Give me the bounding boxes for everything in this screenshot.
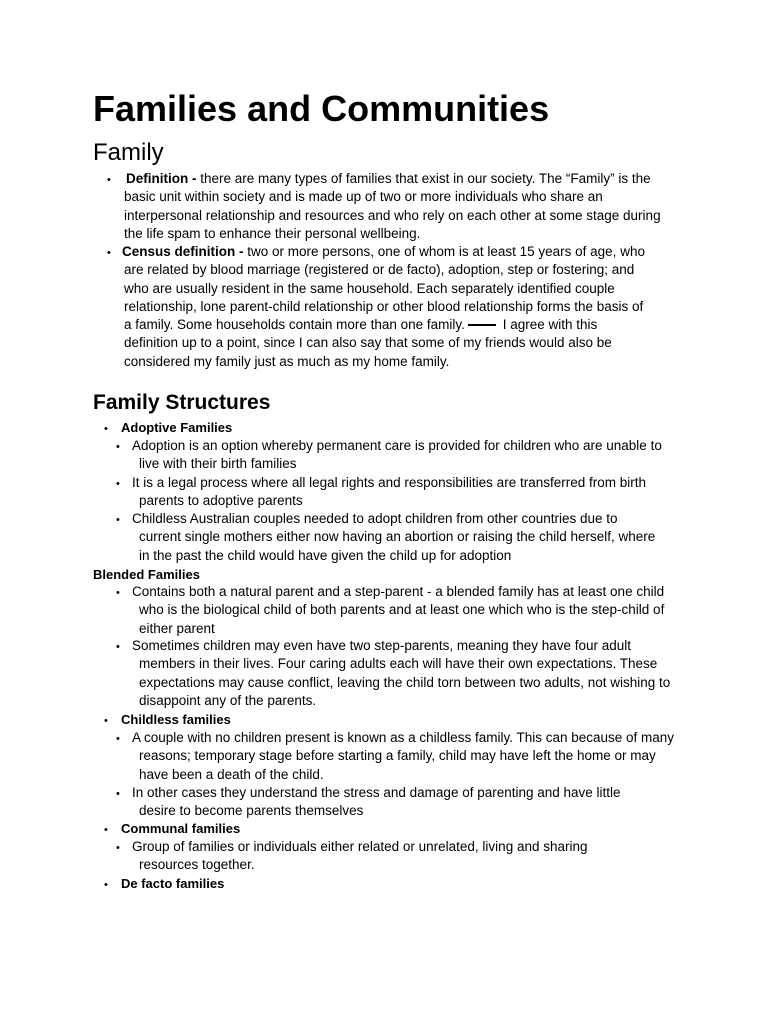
document-title: Families and Communities — [93, 88, 550, 129]
definition-label: Definition - — [126, 171, 197, 186]
census-opinion: I agree with this definition up to a point, since I can also say that some of my friends would also be considered my family just as much as my home family. — [124, 317, 612, 369]
communal-families-label: Communal families — [121, 821, 241, 836]
bullet-icon: • — [116, 514, 120, 526]
list-item: A couple with no children present is known as a childless family. This can because of many reasons; temporary stage before starting a family, child may have left the home or may have been a death of the child. — [132, 730, 675, 782]
bullet-icon: • — [104, 879, 108, 891]
family-structures-heading: Family Structures — [93, 391, 271, 414]
list-item: Childless Australian couples needed to adopt children from other countries due to current single mothers either now having an abortion or raising the child herself, where in the past the child would have given the child up for adoption — [132, 511, 656, 563]
definition-text: there are many types of families that exist in our society. The “Family” is the basic unit within society and is made up of two or more individuals who share an interpersonal relationship and resources and who rely on each other at some stage during the life spam to enhance their personal wellbeing. — [124, 171, 661, 241]
list-item: Sometimes children may even have two step-parents, meaning they have four adult members in their lives. Four caring adults each will have their own expectations. These expectations may cause conflict, leaving the child torn between two adults, not wishing to disappoint any of the parents. — [132, 638, 671, 708]
adoptive-families-label: Adoptive Families — [121, 420, 233, 435]
childless-families-label: Childless families — [121, 712, 231, 727]
list-item: Adoption is an option whereby permanent care is provided for children who are unable to live with their birth families — [132, 438, 662, 472]
bullet-icon: • — [116, 478, 120, 490]
bullet-icon: • — [116, 587, 120, 599]
census-label: Census definition - — [122, 244, 244, 259]
bullet-icon: • — [104, 824, 108, 836]
bullet-icon: • — [116, 733, 120, 745]
list-item: In other cases they understand the stress and damage of parenting and have little desire to become parents themselves — [132, 785, 621, 819]
list-item: Group of families or individuals either related or unrelated, living and sharing resources together. — [132, 839, 588, 873]
bullet-icon: • — [104, 423, 108, 435]
census-paragraph — [124, 243, 652, 371]
blended-families-label: Blended Families — [93, 567, 200, 582]
definition-paragraph — [124, 170, 664, 243]
de-facto-families-label: De facto families — [121, 876, 225, 891]
bullet-icon: • — [116, 788, 120, 800]
bullet-icon: • — [107, 247, 111, 259]
family-heading: Family — [93, 139, 164, 166]
bullet-icon: • — [116, 641, 120, 653]
bullet-icon: • — [107, 174, 111, 186]
bullet-icon: • — [116, 842, 120, 854]
dash-separator — [468, 324, 496, 326]
bullet-icon: • — [116, 441, 120, 453]
census-text: two or more persons, one of whom is at least 15 years of age, who are related by blood marriage (registered or de facto), adoption, step or fostering; and who are usually resident in the same household. Each separately identified couple relationship, lone parent-child relationship or other blood relationship forms the basis of a family. Some households contain more than one family. — [124, 244, 645, 333]
list-item: It is a legal process where all legal rights and responsibilities are transferred from birth parents to adoptive parents — [132, 475, 646, 509]
bullet-icon: • — [104, 715, 108, 727]
list-item: Contains both a natural parent and a step-parent - a blended family has at least one child who is the biological child of both parents and at least one which who is the step-child of either parent — [132, 584, 665, 636]
